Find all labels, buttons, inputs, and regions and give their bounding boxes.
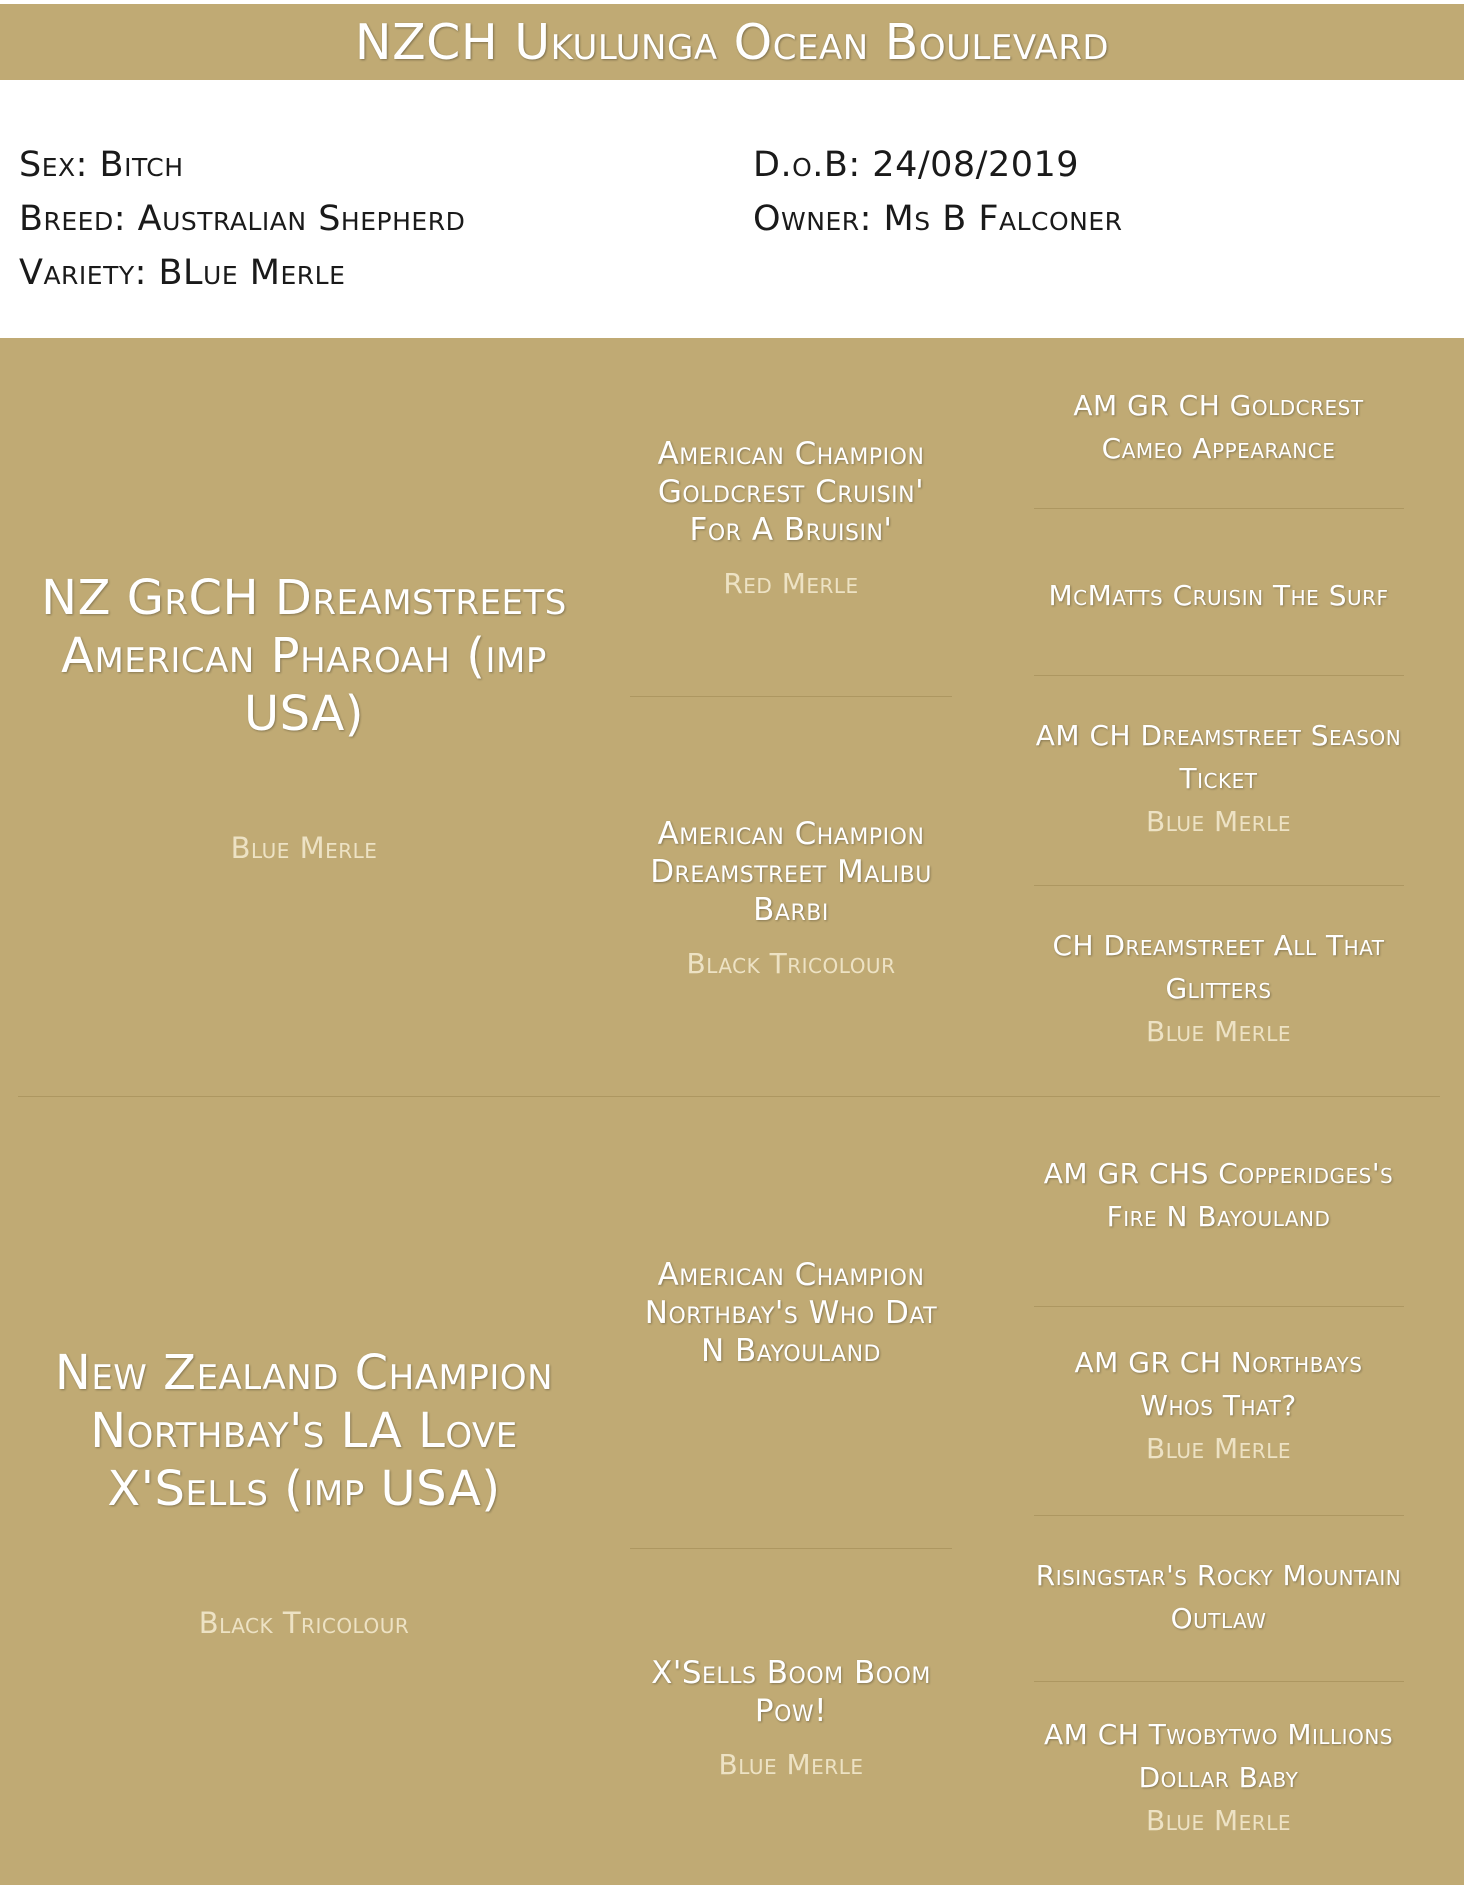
dog-details bbox=[0, 80, 1464, 338]
sdd-name: CH Dreamstreet All That Glitters bbox=[1052, 928, 1385, 1005]
g3-divider bbox=[1034, 1515, 1404, 1516]
sss-name: AM GR CH Goldcrest Cameo Appearance bbox=[1073, 389, 1364, 465]
g2-divider bbox=[630, 696, 952, 697]
dam-dam-name: X'Sells Boom Boom Pow! bbox=[651, 1655, 931, 1729]
detail-breed: Breed: Australian Shepherd bbox=[19, 199, 466, 239]
dsd-cell bbox=[1034, 1330, 1403, 1480]
details-right-column bbox=[753, 138, 1123, 246]
dam-sire-name: American Champion Northbay's Who Dat N Bayouland bbox=[644, 1257, 938, 1369]
g3-divider bbox=[1034, 1681, 1404, 1682]
title-bar bbox=[0, 4, 1464, 80]
ddd-cell bbox=[1034, 1702, 1403, 1852]
details-left-column bbox=[19, 138, 465, 300]
sire-sire-variety: Red Merle bbox=[723, 566, 859, 600]
dss-name: AM GR CHS Copperidges's Fire N Bayouland bbox=[1043, 1157, 1394, 1233]
sds-cell bbox=[1034, 703, 1403, 853]
detail-owner: Owner: Ms B Falconer bbox=[753, 199, 1123, 239]
ssd-name: McMatts Cruisin The Surf bbox=[1048, 578, 1389, 612]
g3-divider bbox=[1034, 508, 1404, 509]
sire-sire-cell bbox=[630, 338, 952, 696]
g3-divider bbox=[1034, 1306, 1404, 1307]
sire-dam-name: American Champion Dreamstreet Malibu Barbi bbox=[650, 815, 932, 928]
dsd-variety: Blue Merle bbox=[1145, 1431, 1291, 1465]
sire-dam-cell bbox=[630, 698, 952, 1096]
dss-cell bbox=[1034, 1120, 1403, 1270]
sire-variety: Blue Merle bbox=[230, 831, 378, 865]
dam-dam-variety: Blue Merle bbox=[718, 1748, 864, 1781]
g3-divider bbox=[1034, 885, 1404, 886]
sire-cell bbox=[20, 338, 588, 1096]
ssd-cell bbox=[1034, 536, 1403, 654]
pedigree-table bbox=[0, 338, 1464, 1885]
dam-variety: Black Tricolour bbox=[198, 1605, 410, 1640]
sire-sire-name: American Champion Goldcrest Cruisin' For A Bruisin' bbox=[657, 435, 925, 548]
detail-dob: D.o.B: 24/08/2019 bbox=[753, 145, 1080, 185]
sdd-cell bbox=[1034, 913, 1403, 1063]
sdd-variety: Blue Merle bbox=[1145, 1014, 1291, 1048]
dam-name: New Zealand Champion Northbay's LA Love X'Sells (imp USA) bbox=[54, 1344, 554, 1517]
dds-name: Risingstar's Rocky Mountain Outlaw bbox=[1035, 1559, 1402, 1635]
sds-variety: Blue Merle bbox=[1145, 804, 1291, 838]
sire-name: NZ GrCH Dreamstreets American Pharoah (imp USA) bbox=[41, 570, 567, 742]
dsd-name: AM GR CH Northbays Whos That? bbox=[1074, 1345, 1363, 1422]
sss-cell bbox=[1034, 368, 1403, 486]
ddd-variety: Blue Merle bbox=[1145, 1803, 1291, 1837]
detail-sex: Sex: Bitch bbox=[19, 145, 184, 185]
dam-cell bbox=[20, 1098, 588, 1885]
dam-dam-cell bbox=[630, 1550, 952, 1885]
ddd-name: AM CH Twobytwo Millions Dollar Baby bbox=[1044, 1717, 1393, 1794]
sire-dam-variety: Black Tricolour bbox=[686, 946, 896, 980]
generation-divider bbox=[18, 1096, 1440, 1097]
sds-name: AM CH Dreamstreet Season Ticket bbox=[1035, 718, 1402, 795]
dds-cell bbox=[1034, 1538, 1403, 1656]
dog-title: NZCH Ukulunga Ocean Boulevard bbox=[354, 13, 1110, 71]
g2-divider bbox=[630, 1548, 952, 1549]
dam-sire-cell bbox=[630, 1098, 952, 1528]
g3-divider bbox=[1034, 675, 1404, 676]
detail-variety: Variety: BLue Merle bbox=[19, 253, 346, 293]
